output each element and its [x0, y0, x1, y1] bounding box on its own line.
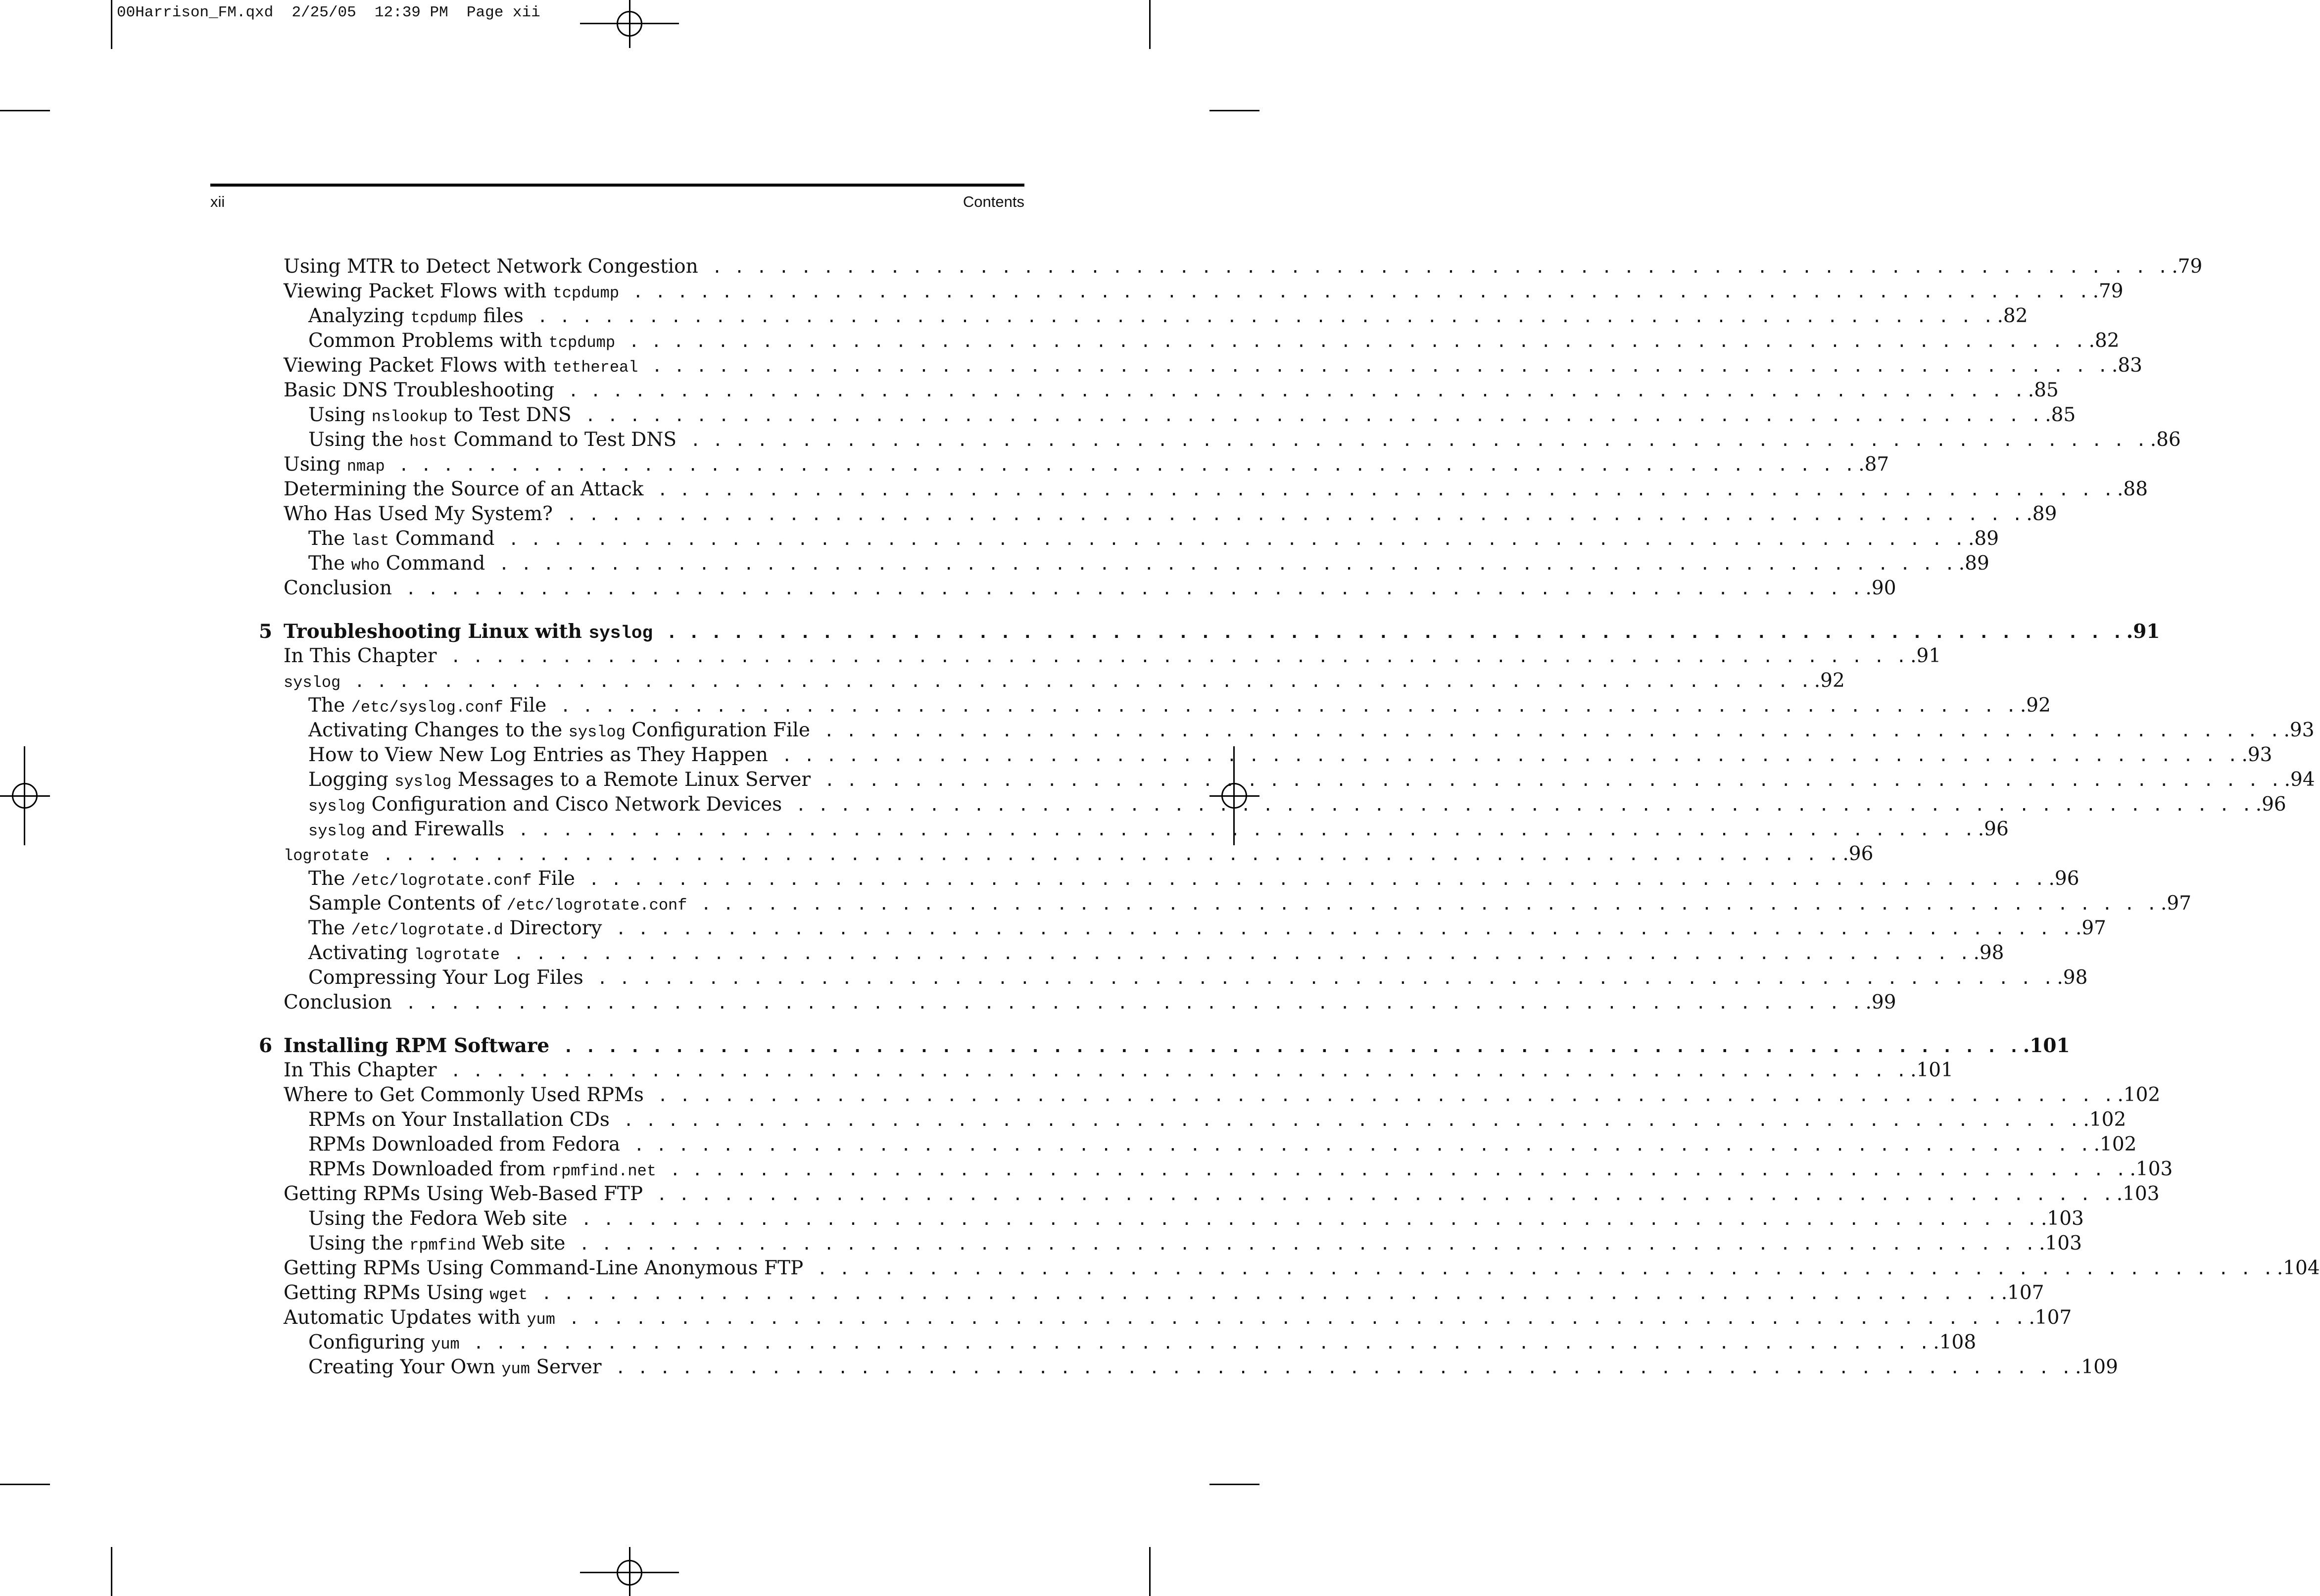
entry-title [284, 1034, 549, 1058]
entry-title [284, 1257, 803, 1280]
entry-title-text: Conclusion [284, 577, 392, 599]
toc-entry [284, 354, 2142, 380]
dot-leader: . . . . . . . . . . . . . . . . . . . . . . . . . . . . . . . . . . . . . . . . . . . . . . . . . . . . . . . . . . . . . . . . . . [634, 1135, 2091, 1155]
header-rule [210, 184, 1024, 187]
entry-title-code: last [351, 532, 389, 550]
entry-title-text: RPMs Downloaded from [308, 1158, 552, 1180]
dot-leader: . . . . . . . . . . . . . . . . . . . . . . . . . . . . . . . . . . . . . . . . . . . . . . . . . . . . . . . . . . . . . . . . . . [450, 1061, 1908, 1081]
entry-title [308, 329, 615, 355]
dot-leader: . . . . . . . . . . . . . . . . . . . . . . . . . . . . . . . . . . . . . . . . . . . . . . . . . . . . . . . . . . . . . . . . . . [597, 968, 2054, 988]
entry-title-text: and Firewalls [365, 818, 505, 840]
dot-leader: . . . . . . . . . . . . . . . . . . . . . . . . . . . . . . . . . . . . . . . . . . . . . . . . . . . . . . . . . . . . . . . . . . [499, 554, 1956, 574]
entry-title [284, 1083, 644, 1107]
entry-title-text: Activating [308, 942, 415, 964]
entry-title-text: RPMs on Your Installation CDs [308, 1109, 610, 1131]
dot-leader: . . . . . . . . . . . . . . . . . . . . . . . . . . . . . . . . . . . . . . . . . . . . . . . . . . . . . . . . . . . . . . . . . . [566, 505, 2024, 525]
entry-page-number: .93 [2241, 744, 2272, 766]
toc-entry [308, 552, 1989, 578]
entry-page-number: .91 [2126, 620, 2160, 643]
toc-entry [308, 1207, 2084, 1231]
entry-title-code: syslog [394, 773, 452, 791]
chapter-number: 5 [259, 620, 273, 643]
toc-entry [308, 1355, 2118, 1381]
dot-leader: . . . . . . . . . . . . . . . . . . . . . . . . . . . . . . . . . . . . . . . . . . . . . . . . . . . . . . . . . . . . . . . . . . [712, 257, 2169, 277]
entry-title [308, 917, 602, 942]
dot-leader: . . . . . . . . . . . . . . . . . . . . . . . . . . . . . . . . . . . . . . . . . . . . . . . . . . . . . . . . . . . . . . . . . . [670, 1160, 2127, 1180]
dot-leader: . . . . . . . . . . . . . . . . . . . . . . . . . . . . . . . . . . . . . . . . . . . . . . . . . . . . . . . . . . . . . . . . . . [354, 672, 1811, 691]
dot-leader: . . . . . . . . . . . . . . . . . . . . . . . . . . . . . . . . . . . . . . . . . . . . . . . . . . . . . . . . . . . . . . . . . . [508, 530, 1965, 549]
dot-leader: . . . . . . . . . . . . . . . . . . . . . . . . . . . . . . . . . . . . . . . . . . . . . . . . . . . . . . . . . . . . . . . . . . [657, 480, 2114, 500]
entry-page-number: .108 [1933, 1331, 1977, 1354]
toc-entry [308, 1232, 2082, 1257]
entry-title [284, 502, 553, 526]
entry-title-code: syslog [308, 822, 366, 840]
entry-title [308, 1158, 656, 1183]
entry-page-number: .102 [2117, 1084, 2161, 1106]
toc-entry [308, 966, 2088, 990]
entry-title-text: The [308, 917, 351, 939]
entry-title [308, 818, 504, 843]
dot-leader: . . . . . . . . . . . . . . . . . . . . . . . . . . . . . . . . . . . . . . . . . . . . . . . . . . . . . . . . . . . . . . . . . . [781, 746, 2239, 766]
entry-page-number: .79 [2092, 280, 2124, 302]
entry-title-text: Who Has Used My System? [284, 503, 553, 525]
entry-title-text: The [308, 528, 351, 550]
entry-title-code: rpmfind.net [551, 1162, 656, 1180]
entry-title-text: Creating Your Own [308, 1356, 502, 1378]
entry-page-number: .88 [2117, 478, 2148, 500]
entry-title-text: Web site [476, 1232, 566, 1255]
toc-entry [308, 818, 2009, 843]
entry-title-text: The [308, 694, 351, 717]
entry-page-number: .96 [2255, 793, 2286, 816]
entry-title-text: Conclusion [284, 991, 392, 1014]
entry-page-number: .92 [2020, 694, 2051, 717]
toc-entry [308, 304, 2028, 330]
entry-title [284, 644, 437, 668]
entry-title-text: Getting RPMs Using Command-Line Anonymous FTP [284, 1257, 804, 1279]
entry-title-text: Common Problems with [308, 330, 549, 352]
entry-title-code: yum [431, 1335, 460, 1354]
entry-title-code: tcpdump [410, 309, 477, 327]
entry-page-number: .90 [1865, 577, 1896, 599]
dot-leader: . . . . . . . . . . . . . . . . . . . . . . . . . . . . . . . . . . . . . . . . . . . . . . . . . . . . . . . . . . . . . . . . . . [541, 1284, 1998, 1304]
entry-title-text: Configuration and Cisco Network Devices [365, 793, 782, 816]
entry-page-number: .103 [2040, 1208, 2084, 1230]
toc-entry [308, 867, 2079, 893]
dot-leader: . . . . . . . . . . . . . . . . . . . . . . . . . . . . . . . . . . . . . . . . . . . . . . . . . . . . . . . . . . . . . . . . . . [633, 282, 2090, 302]
entry-title-text: In This Chapter [284, 1059, 437, 1081]
entry-page-number: .103 [2039, 1232, 2082, 1255]
entry-title [308, 694, 546, 720]
dot-leader: . . . . . . . . . . . . . . . . . . . . . . . . . . . . . . . . . . . . . . . . . . . . . . . . . . . . . . . . . . . . . . . . . . [568, 381, 2025, 401]
entry-title-text: In This Chapter [284, 645, 437, 667]
entry-title-code: logrotate [414, 946, 500, 964]
entry-title-text: Directory [503, 917, 602, 939]
toc-entry [308, 1108, 2127, 1132]
dot-leader: . . . . . . . . . . . . . . . . . . . . . . . . . . . . . . . . . . . . . . . . . . . . . . . . . . . . . . . . . . . . . . . . . . [563, 1037, 2020, 1057]
entry-page-number: .97 [2075, 917, 2106, 939]
entry-title [284, 1059, 437, 1082]
dot-leader: . . . . . . . . . . . . . . . . . . . . . . . . . . . . . . . . . . . . . . . . . . . . . . . . . . . . . . . . . . . . . . . . . . [398, 455, 1856, 475]
entry-page-number: .96 [1978, 818, 2009, 840]
toc-entry [308, 892, 2192, 918]
chapter-number: 6 [259, 1034, 273, 1057]
dot-leader: . . . . . . . . . . . . . . . . . . . . . . . . . . . . . . . . . . . . . . . . . . . . . . . . . . . . . . . . . . . . . . . . . . [581, 1209, 2038, 1229]
entry-page-number: .103 [2116, 1183, 2160, 1205]
entry-title [308, 941, 500, 967]
entry-page-number: .98 [1973, 942, 2004, 964]
entry-title-text: Using [308, 404, 372, 426]
toc-entry [284, 1306, 2072, 1332]
entry-title-text: Command [389, 528, 495, 550]
dot-leader: . . . . . . . . . . . . . . . . . . . . . . . . . . . . . . . . . . . . . . . . . . . . . . . . . . . . . . . . . . . . . . . . . . [579, 1234, 2036, 1254]
entry-title [308, 428, 677, 454]
running-head-title: Contents [963, 193, 1024, 210]
entry-title-text: Using the [308, 429, 410, 451]
dot-leader: . . . . . . . . . . . . . . . . . . . . . . . . . . . . . . . . . . . . . . . . . . . . . . . . . . . . . . . . . . . . . . . . . . [473, 1333, 1931, 1353]
entry-title [284, 842, 369, 868]
entry-title [284, 1306, 555, 1332]
entry-title-text: Server [530, 1356, 602, 1378]
dot-leader: . . . . . . . . . . . . . . . . . . . . . . . . . . . . . . . . . . . . . . . . . . . . . . . . . . . . . . . . . . . . . . . . . . [615, 1358, 2073, 1378]
dot-leader: . . . . . . . . . . . . . . . . . . . . . . . . . . . . . . . . . . . . . . . . . . . . . . . . . . . . . . . . . . . . . . . . . . [796, 795, 2253, 815]
entry-title-text: Using the [308, 1232, 410, 1255]
toc-entry [284, 991, 1896, 1015]
entry-page-number: .98 [2057, 967, 2088, 989]
toc-entry [284, 1257, 2320, 1281]
dot-leader: . . . . . . . . . . . . . . . . . . . . . . . . . . . . . . . . . . . . . . . . . . . . . . . . . . . . . . . . . . . . . . . . . . [383, 845, 1840, 865]
dot-leader: . . . . . . . . . . . . . . . . . . . . . . . . . . . . . . . . . . . . . . . . . . . . . . . . . . . . . . . . . . . . . . . . . . [513, 944, 1971, 964]
toc-entry [308, 694, 2051, 720]
entry-title-code: tethereal [552, 358, 638, 377]
dot-leader: . . . . . . . . . . . . . . . . . . . . . . . . . . . . . . . . . . . . . . . . . . . . . . . . . . . . . . . . . . . . . . . . . . [652, 356, 2109, 376]
entry-title-code: syslog [308, 797, 366, 816]
toc-entry [308, 403, 2076, 429]
entry-title-text: Configuration File [625, 719, 810, 741]
toc-entry [308, 793, 2286, 819]
entry-page-number: .89 [1958, 552, 1989, 575]
entry-title-text: Determining the Source of an Attack [284, 478, 644, 500]
toc-chapter-entry [259, 1034, 2070, 1059]
entry-page-number: .97 [2160, 892, 2192, 915]
toc-entry [284, 1182, 2160, 1207]
entry-title-code: rpmfind [409, 1236, 476, 1255]
entry-title-text: Command to Test DNS [447, 429, 677, 451]
entry-title-text: File [532, 868, 575, 890]
entry-title [284, 620, 653, 645]
entry-title [308, 1207, 567, 1231]
entry-page-number: .102 [2083, 1109, 2127, 1131]
entry-title-text: RPMs Downloaded from Fedora [308, 1133, 621, 1156]
toc-entry [284, 255, 2203, 279]
dot-leader: . . . . . . . . . . . . . . . . . . . . . . . . . . . . . . . . . . . . . . . . . . . . . . . . . . . . . . . . . . . . . . . . . . [690, 431, 2147, 450]
toc-entry [284, 1083, 2161, 1108]
entry-title [308, 892, 687, 918]
entry-page-number: .89 [1968, 528, 1999, 550]
toc-entry [284, 453, 1889, 479]
dot-leader: . . . . . . . . . . . . . . . . . . . . . . . . . . . . . . . . . . . . . . . . . . . . . . . . . . . . . . . . . . . . . . . . . . [405, 993, 1863, 1013]
entry-title [284, 1182, 643, 1206]
entry-title-text: Configuring [308, 1331, 432, 1354]
entry-title-code: nmap [346, 457, 385, 476]
toc-entry [284, 280, 2124, 305]
entry-title [308, 1355, 602, 1381]
entry-page-number: .94 [2284, 769, 2315, 791]
entry-page-number: .91 [1910, 645, 1941, 667]
toc-entry [308, 917, 2106, 942]
entry-page-number: .82 [1997, 305, 2028, 327]
toc-entry [284, 842, 1874, 868]
entry-page-number: .92 [1814, 670, 1845, 692]
entry-title-code: tcpdump [552, 284, 620, 302]
entry-title [284, 280, 619, 305]
dot-leader: . . . . . . . . . . . . . . . . . . . . . . . . . . . . . . . . . . . . . . . . . . . . . . . . . . . . . . . . . . . . . . . . . . [657, 1086, 2115, 1106]
dot-leader: . . . . . . . . . . . . . . . . . . . . . . . . . . . . . . . . . . . . . . . . . . . . . . . . . . . . . . . . . . . . . . . . . . [616, 919, 2073, 939]
toc-entry [308, 1158, 2173, 1183]
entry-title [308, 966, 583, 990]
entry-title-text: Getting RPMs Using [284, 1282, 490, 1304]
entry-title-code: syslog [588, 623, 653, 643]
entry-title-text: Viewing Packet Flows with [284, 354, 553, 377]
entry-title [284, 1281, 528, 1307]
entry-title-code: wget [489, 1286, 528, 1304]
entry-title [308, 1108, 610, 1132]
entry-page-number: .82 [2088, 330, 2120, 352]
entry-title-text: Using the Fedora Web site [308, 1208, 568, 1230]
toc-entry [308, 768, 2315, 794]
entry-page-number: .101 [1910, 1059, 1953, 1081]
entry-title-code: nslookup [371, 408, 448, 426]
dot-leader: . . . . . . . . . . . . . . . . . . . . . . . . . . . . . . . . . . . . . . . . . . . . . . . . . . . . . . . . . . . . . . . . . . [824, 771, 2281, 790]
dot-leader: . . . . . . . . . . . . . . . . . . . . . . . . . . . . . . . . . . . . . . . . . . . . . . . . . . . . . . . . . . . . . . . . . . [450, 647, 1908, 667]
entry-page-number: .93 [2283, 719, 2315, 741]
dot-leader: . . . . . . . . . . . . . . . . . . . . . . . . . . . . . . . . . . . . . . . . . . . . . . . . . . . . . . . . . . . . . . . . . . [588, 870, 2046, 889]
entry-title [308, 304, 524, 330]
toc-chapter-entry [259, 620, 2160, 645]
entry-page-number: .101 [2023, 1034, 2070, 1057]
entry-title-code: syslog [284, 674, 341, 692]
entry-page-number: .107 [2001, 1282, 2044, 1304]
dot-leader: . . . . . . . . . . . . . . . . . . . . . . . . . . . . . . . . . . . . . . . . . . . . . . . . . . . . . . . . . . . . . . . . . . [560, 696, 2017, 716]
entry-title-code: logrotate [284, 847, 369, 865]
dot-leader: . . . . . . . . . . . . . . . . . . . . . . . . . . . . . . . . . . . . . . . . . . . . . . . . . . . . . . . . . . . . . . . . . . [405, 579, 1863, 599]
entry-title-text: Automatic Updates with [284, 1306, 527, 1329]
dot-leader: . . . . . . . . . . . . . . . . . . . . . . . . . . . . . . . . . . . . . . . . . . . . . . . . . . . . . . . . . . . . . . . . . . [667, 623, 2124, 642]
entry-page-number: .107 [2029, 1306, 2072, 1329]
toc-entry [308, 329, 2120, 355]
entry-title [308, 793, 782, 819]
toc-entry [284, 1281, 2044, 1307]
entry-title-text: to Test DNS [447, 404, 572, 426]
entry-title [308, 1331, 460, 1356]
dot-leader: . . . . . . . . . . . . . . . . . . . . . . . . . . . . . . . . . . . . . . . . . . . . . . . . . . . . . . . . . . . . . . . . . . [701, 894, 2158, 914]
entry-title-text: Sample Contents of [308, 892, 507, 915]
entry-title [284, 478, 643, 501]
entry-title-code: /etc/syslog.conf [351, 698, 503, 717]
toc-entry [284, 577, 1896, 601]
entry-title-code: /etc/logrotate.d [351, 921, 503, 939]
entry-title-text: Troubleshooting Linux with [284, 620, 589, 643]
entry-title [284, 669, 340, 695]
toc-entry [308, 941, 2004, 967]
entry-title-text: Basic DNS Troubleshooting [284, 379, 555, 401]
dot-leader: . . . . . . . . . . . . . . . . . . . . . . . . . . . . . . . . . . . . . . . . . . . . . . . . . . . . . . . . . . . . . . . . . . [623, 1111, 2080, 1130]
entry-title-text: Compressing Your Log Files [308, 967, 583, 989]
entry-title-text: Getting RPMs Using Web-Based FTP [284, 1183, 643, 1205]
dot-leader: . . . . . . . . . . . . . . . . . . . . . . . . . . . . . . . . . . . . . . . . . . . . . . . . . . . . . . . . . . . . . . . . . . [823, 721, 2281, 741]
dot-leader: . . . . . . . . . . . . . . . . . . . . . . . . . . . . . . . . . . . . . . . . . . . . . . . . . . . . . . . . . . . . . . . . . . [518, 820, 1975, 840]
entry-title [284, 379, 554, 402]
dot-leader: . . . . . . . . . . . . . . . . . . . . . . . . . . . . . . . . . . . . . . . . . . . . . . . . . . . . . . . . . . . . . . . . . . [537, 307, 1994, 327]
toc-entry [284, 1059, 1953, 1083]
entry-title [308, 527, 494, 553]
entry-title [308, 719, 810, 744]
entry-title [284, 991, 392, 1015]
dot-leader: . . . . . . . . . . . . . . . . . . . . . . . . . . . . . . . . . . . . . . . . . . . . . . . . . . . . . . . . . . . . . . . . . . [657, 1185, 2114, 1205]
entry-page-number: .109 [2075, 1356, 2118, 1378]
entry-title-text: The [308, 552, 351, 575]
toc-entry [284, 502, 2057, 527]
toc-entry [308, 719, 2315, 744]
entry-title [308, 867, 575, 893]
entry-page-number: .96 [1842, 843, 1874, 865]
toc-entry [284, 478, 2148, 502]
entry-title [308, 552, 485, 578]
entry-title [308, 743, 768, 767]
toc-entry [284, 379, 2059, 403]
entry-title-text: Analyzing [308, 305, 411, 327]
toc-entry [308, 1133, 2137, 1157]
entry-title-code: /etc/logrotate.conf [506, 896, 687, 915]
entry-title [284, 255, 698, 279]
entry-title-text: files [477, 305, 524, 327]
entry-page-number: .96 [2048, 868, 2079, 890]
entry-title-text: Using MTR to Detect Network Congestion [284, 255, 698, 278]
entry-title [308, 1232, 566, 1257]
entry-page-number: .85 [2028, 379, 2059, 401]
entry-title-code: yum [501, 1360, 530, 1378]
entry-page-number: .83 [2111, 354, 2142, 377]
dot-leader: . . . . . . . . . . . . . . . . . . . . . . . . . . . . . . . . . . . . . . . . . . . . . . . . . . . . . . . . . . . . . . . . . . [585, 406, 2042, 426]
entry-title-text: Activating Changes to the [308, 719, 569, 741]
entry-title-code: tcpdump [548, 334, 616, 352]
entry-page-number: .89 [2026, 503, 2057, 525]
entry-title-text: Messages to a Remote Linux Server [451, 769, 811, 791]
toc-entry [284, 644, 1941, 669]
toc-entry [308, 1331, 1977, 1356]
entry-title-code: host [409, 433, 447, 451]
entry-page-number: .104 [2276, 1257, 2320, 1279]
page-number: xii [210, 193, 225, 210]
entry-page-number: .86 [2150, 429, 2181, 451]
entry-title-code: who [351, 556, 380, 575]
entry-title-text: Viewing Packet Flows with [284, 280, 553, 302]
entry-page-number: .87 [1858, 453, 1889, 476]
slug-line: 00Harrison_FM.qxd 2/25/05 12:39 PM Page xii [117, 4, 540, 21]
entry-title-text: Logging [308, 769, 395, 791]
dot-leader: . . . . . . . . . . . . . . . . . . . . . . . . . . . . . . . . . . . . . . . . . . . . . . . . . . . . . . . . . . . . . . . . . . [817, 1259, 2274, 1279]
entry-title [308, 1133, 620, 1157]
entry-title-text: Where to Get Commonly Used RPMs [284, 1084, 644, 1106]
entry-page-number: .85 [2045, 404, 2076, 426]
entry-page-number: .103 [2129, 1158, 2173, 1180]
toc-entry [284, 669, 1845, 695]
entry-title-text: How to View New Log Entries as They Happen [308, 744, 768, 766]
entry-title [284, 453, 385, 479]
entry-title-code: syslog [568, 723, 626, 741]
entry-title-text: Using [284, 453, 347, 476]
toc-entry [308, 527, 1999, 553]
dot-leader: . . . . . . . . . . . . . . . . . . . . . . . . . . . . . . . . . . . . . . . . . . . . . . . . . . . . . . . . . . . . . . . . . . [629, 332, 2086, 351]
entry-title [284, 577, 392, 600]
dot-leader: . . . . . . . . . . . . . . . . . . . . . . . . . . . . . . . . . . . . . . . . . . . . . . . . . . . . . . . . . . . . . . . . . . [569, 1308, 2026, 1328]
entry-title-text: Installing RPM Software [284, 1034, 550, 1057]
entry-title-text: The [308, 868, 351, 890]
entry-page-number: .99 [1865, 991, 1896, 1014]
entry-title [284, 354, 638, 380]
toc-entry [308, 743, 2272, 768]
toc-entry [308, 428, 2181, 454]
entry-title-code: yum [527, 1310, 555, 1329]
entry-title [308, 403, 572, 429]
entry-page-number: .79 [2172, 255, 2203, 278]
entry-title-text: Command [380, 552, 485, 575]
entry-title-code: /etc/logrotate.conf [351, 871, 532, 890]
entry-title-text: File [503, 694, 547, 717]
entry-title [308, 768, 811, 794]
entry-page-number: .102 [2093, 1133, 2137, 1156]
